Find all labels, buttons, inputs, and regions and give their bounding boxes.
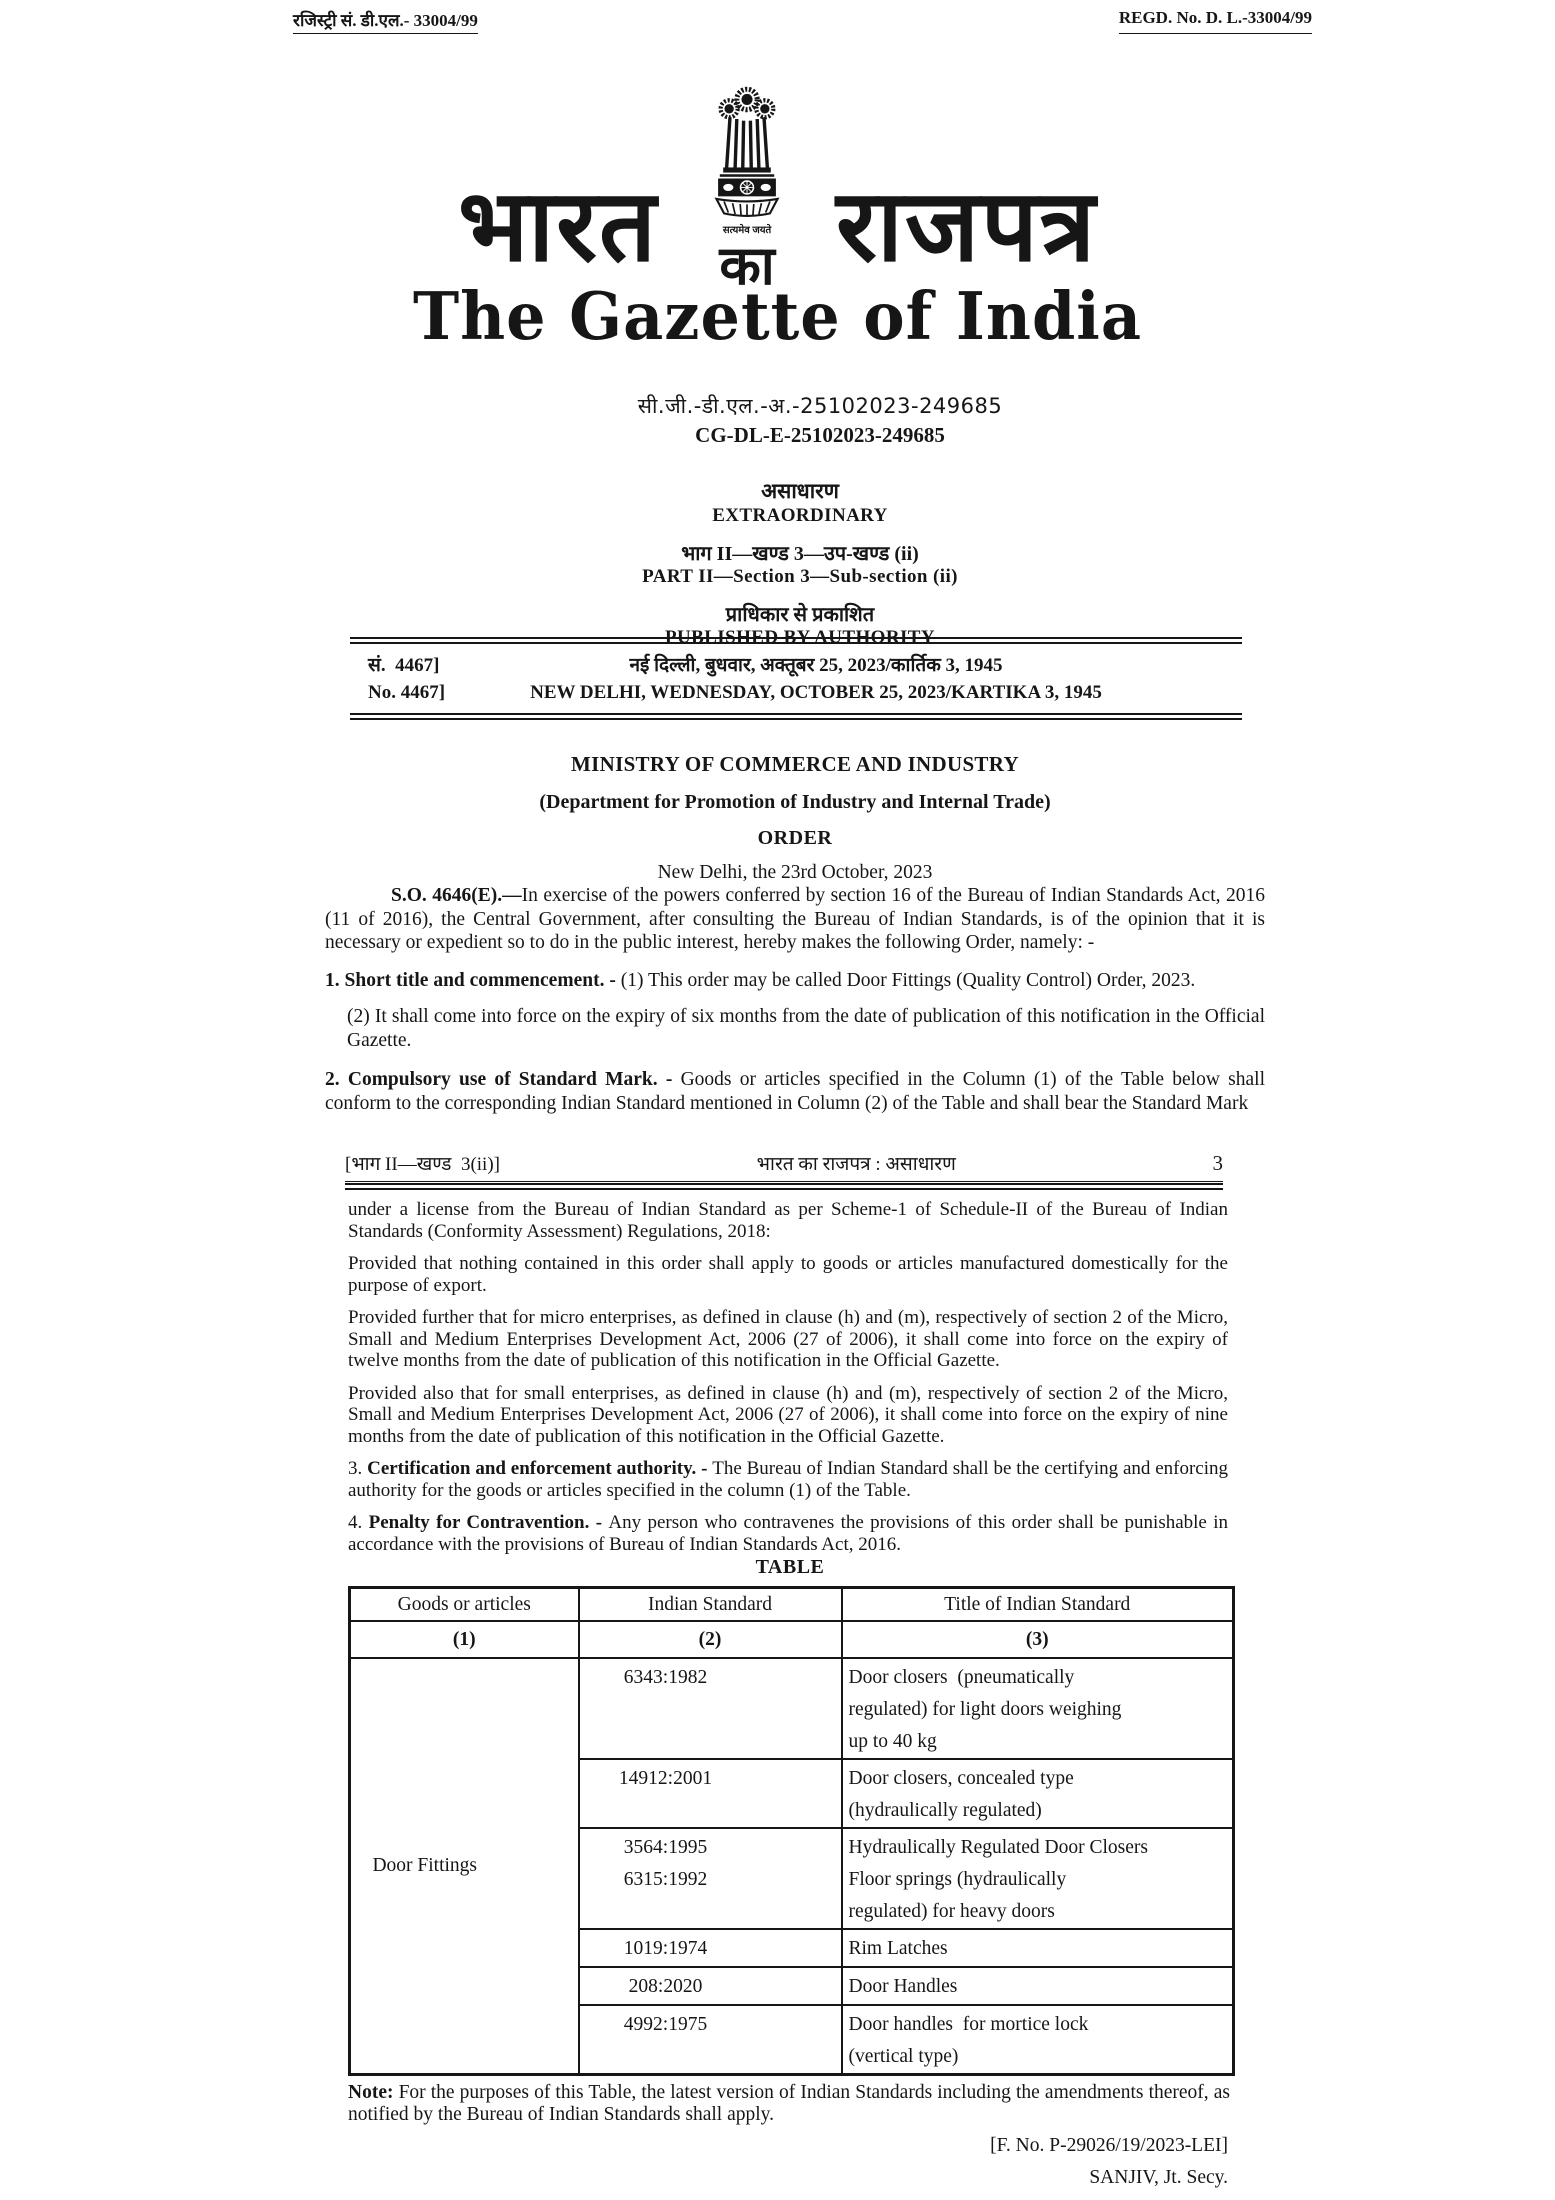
title-line: (vertical type) xyxy=(848,2046,959,2067)
issue-date-hindi: नई दिल्ली, बुधवार, अक्तूबर 25, 2023/कार्तिक 3, 1945 xyxy=(629,655,1003,676)
so-number: S.O. 4646(E).— xyxy=(391,885,522,906)
col-num-1: (1) xyxy=(350,1621,579,1658)
col-header-standard: Indian Standard xyxy=(579,1588,842,1622)
title-cell xyxy=(842,1759,1234,1828)
col-num-3: (3) xyxy=(842,1621,1234,1658)
title-line: Door closers (pneumatically xyxy=(848,1667,1075,1688)
part-section-english: PART II—Section 3—Sub-section (ii) xyxy=(642,566,958,587)
masthead-hindi-left: भारत xyxy=(457,171,659,282)
clause-2-paragraph xyxy=(325,1068,1265,1115)
ministry-title: MINISTRY OF COMMERCE AND INDUSTRY xyxy=(571,752,1019,776)
running-head-part: [भाग II—खण्ड 3(ii)] xyxy=(345,1154,500,1175)
license-paragraph: under a license from the Bureau of Indian Standard as per Scheme-1 of Schedule-II of the Bureau of Indian Standards (Conformity Assessment) Regulations, 2018: xyxy=(348,1199,1228,1242)
title-line: (hydraulically regulated) xyxy=(848,1800,1042,1821)
gazette-code-english: CG-DL-E-25102023-249685 xyxy=(695,423,945,447)
title-cell xyxy=(842,1828,1234,1929)
title-cell xyxy=(842,1658,1234,1759)
title-line: up to 40 kg xyxy=(848,1731,937,1752)
running-head-double-rule xyxy=(345,1183,1223,1190)
clause-3-heading: Certification and enforcement authority. - xyxy=(367,1458,713,1479)
so-notification-paragraph xyxy=(325,884,1265,955)
clause-2-heading: 2. Compulsory use of Standard Mark. - xyxy=(325,1069,681,1090)
clause-3-paragraph xyxy=(348,1458,1228,1501)
registration-number-hindi: रजिस्ट्री सं. डी.एल.- 33004/99 xyxy=(293,8,478,34)
file-number: [F. No. P-29026/19/2023-LEI] xyxy=(990,2135,1228,2156)
title-cell xyxy=(842,2005,1234,2075)
lion-capital-of-ashoka-icon xyxy=(703,85,791,221)
clause-1-text: (1) This order may be called Door Fittings (Quality Control) Order, 2023. xyxy=(620,969,1196,991)
title-cell xyxy=(842,1929,1234,1967)
published-by-authority-english: PUBLISHED BY AUTHORITY xyxy=(665,627,935,648)
title-line: Door handles for mortice lock xyxy=(848,2014,1089,2035)
col-header-title: Title of Indian Standard xyxy=(842,1588,1234,1622)
title-line: Door Handles xyxy=(848,1976,958,1997)
masthead-hindi-right: राजपत्र xyxy=(836,171,1098,282)
registration-number-english: REGD. No. D. L.-33004/99 xyxy=(1119,8,1312,34)
issue-meta-block xyxy=(350,477,1250,649)
issue-date-english: NEW DELHI, WEDNESDAY, OCTOBER 25, 2023/KARTIKA 3, 1945 xyxy=(530,682,1102,703)
clause-3-text: The Bureau of Indian Standard shall be the certifying and enforcing authority for the goods or articles specified in the column (1) of the Table. xyxy=(348,1458,1229,1501)
table-row xyxy=(350,1658,1234,1759)
issue-row-english xyxy=(368,682,1224,704)
standard-number: 6343:1982 xyxy=(623,1667,708,1688)
masthead xyxy=(0,85,1555,296)
clause-1-paragraph xyxy=(325,969,1265,993)
standards-table xyxy=(348,1586,1235,2076)
proviso-export-paragraph: Provided that nothing contained in this order shall apply to goods or articles manufactured domestically for the purpose of export. xyxy=(348,1253,1228,1296)
masthead-hindi-ka: का xyxy=(719,236,775,296)
signatory: SANJIV, Jt. Secy. xyxy=(1089,2167,1228,2188)
page1-body xyxy=(325,884,1265,1115)
goods-cell: Door Fittings xyxy=(350,1658,579,2075)
standard-cell xyxy=(579,1967,842,2005)
order-place-date: New Delhi, the 23rd October, 2023 xyxy=(657,862,933,883)
standard-number: 1019:1974 xyxy=(623,1938,708,1959)
clause-1-sub2-paragraph: (2) It shall come into force on the expiry of six months from the date of publication of this notification in the Official Gazette. xyxy=(347,1006,1265,1051)
standard-number: 6315:1992 xyxy=(623,1869,708,1890)
bottom-double-rule xyxy=(350,713,1242,720)
page3-running-head xyxy=(345,1150,1223,1182)
col-header-goods: Goods or articles xyxy=(350,1588,579,1622)
col-num-2: (2) xyxy=(579,1621,842,1658)
note-text: For the purposes of this Table, the latest version of Indian Standards including the amendments thereof, as notified by the Bureau of Indian Standards shall apply. xyxy=(348,2082,1230,2125)
standards-table-wrapper xyxy=(348,1586,1235,2076)
title-line: regulated) for light doors weighing xyxy=(848,1699,1122,1720)
standard-number: 208:2020 xyxy=(628,1976,703,1997)
standard-number: 4992:1975 xyxy=(623,2014,708,2035)
issue-bar xyxy=(350,637,1242,720)
table-note xyxy=(348,2082,1230,2126)
note-label: Note: xyxy=(348,2082,394,2103)
clause-4-heading: Penalty for Contravention. - xyxy=(368,1512,609,1533)
extraordinary-hindi: असाधारण xyxy=(761,479,839,503)
standard-cell xyxy=(579,1759,842,1828)
extraordinary-english: EXTRAORDINARY xyxy=(712,505,888,526)
page-number: 3 xyxy=(1212,1151,1223,1175)
top-double-rule xyxy=(350,637,1242,644)
registration-header xyxy=(293,8,1312,34)
clause-4-text: Any person who contravenes the provisions of this order shall be punishable in accordance with the provisions of Bureau of Indian Standards Act, 2016. xyxy=(348,1512,1228,1555)
standard-cell xyxy=(579,1658,842,1759)
department-title: (Department for Promotion of Industry and Internal Trade) xyxy=(539,791,1051,813)
standard-number: 3564:1995 xyxy=(623,1837,708,1858)
part-section-hindi: भाग II—खण्ड 3—उप-खण्ड (ii) xyxy=(681,543,919,565)
gazette-code-hindi: सी.जी.-डी.एल.-अ.-25102023-249685 xyxy=(637,394,1003,418)
clause-4-number: 4. xyxy=(348,1512,369,1533)
clause-3-number: 3. xyxy=(348,1458,368,1479)
ministry-block xyxy=(325,752,1265,884)
published-by-authority-hindi: प्राधिकार से प्रकाशित xyxy=(725,604,875,626)
title-line: Door closers, concealed type xyxy=(848,1768,1074,1789)
standard-cell xyxy=(579,1929,842,1967)
standard-cell xyxy=(579,1828,842,1929)
page3-body xyxy=(348,1199,1228,1566)
title-line: Floor springs (hydraulically xyxy=(848,1869,1067,1890)
order-heading: ORDER xyxy=(757,827,833,849)
issue-row-hindi xyxy=(368,651,1224,677)
issue-number-hindi: सं. 4467] xyxy=(368,655,440,676)
proviso-small-enterprises-paragraph: Provided also that for small enterprises, as defined in clause (h) and (m), respectively of section 2 of the Micro, Small and Medium Enterprises Development Act, 2006 (27 of 2006), it shall come into force on the expiry of nine months from the date of publication of this notification in the Official Gazette. xyxy=(348,1382,1228,1447)
clause-4-paragraph xyxy=(348,1512,1228,1555)
emblem-motto: सत्यमेव जयते xyxy=(722,225,772,236)
table-colnum-row xyxy=(350,1621,1234,1658)
title-line: Rim Latches xyxy=(848,1938,948,1959)
standard-number: 14912:2001 xyxy=(618,1768,713,1789)
title-line: regulated) for heavy doors xyxy=(848,1901,1055,1922)
clause-1-heading: 1. Short title and commencement. - xyxy=(325,969,621,991)
running-head-title: भारत का राजपत्र : असाधारण xyxy=(756,1154,956,1175)
standard-cell xyxy=(579,2005,842,2075)
masthead-emblem-column xyxy=(692,85,802,296)
title-line: Hydraulically Regulated Door Closers xyxy=(848,1837,1148,1858)
title-cell xyxy=(842,1967,1234,2005)
table-heading: TABLE xyxy=(755,1556,825,1578)
proviso-micro-enterprises-paragraph: Provided further that for micro enterprises, as defined in clause (h) and (m), respectively of section 2 of the Micro, Small and Medium Enterprises Development Act, 2006 (27 of 2006), it shall come into force on the expiry of twelve months from the date of publication of this notification in the Official Gazette. xyxy=(348,1307,1228,1371)
gazette-title-english: The Gazette of India xyxy=(412,278,1143,355)
issue-number-english: No. 4467] xyxy=(368,682,446,703)
clause-2-text: Goods or articles specified in the Column (1) of the Table below shall conform to the corresponding Indian Standard mentioned in Column (2) of the Table and shall bear the Standard Mark xyxy=(325,1069,1265,1114)
so-text: In exercise of the powers conferred by section 16 of the Bureau of Indian Standards Act, 2016 (11 of 2016), the Central Government, after consulting the Bureau of Indian Standards, is of the opinion that it is necessary or expedient so to do in the public interest, hereby makes the following Order, namely: - xyxy=(325,885,1265,953)
table-header-row xyxy=(350,1588,1234,1622)
gazette-code-block xyxy=(330,392,1310,448)
